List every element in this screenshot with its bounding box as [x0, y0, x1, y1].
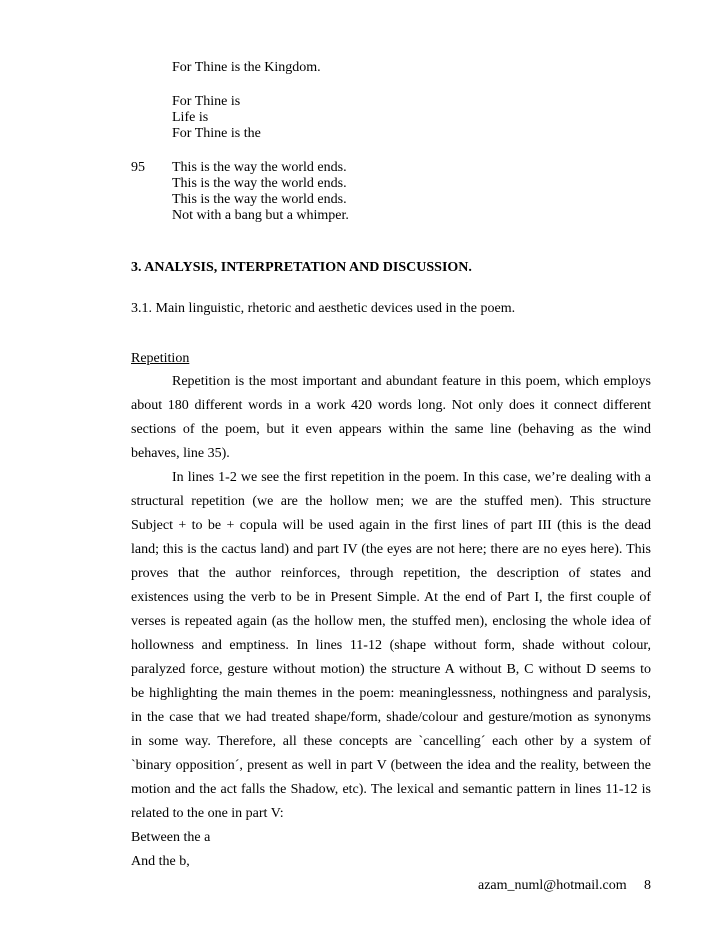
- poem-line: Life is: [172, 110, 209, 125]
- section-heading: 3. ANALYSIS, INTERPRETATION AND DISCUSSION.: [131, 260, 472, 275]
- paragraph-line: existences using the verb to be in Present Simple. At the end of Part I, the first couple of: [131, 590, 651, 605]
- topic-heading: Repetition: [131, 351, 190, 366]
- footer-email: azam_numl@hotmail.com: [478, 878, 627, 893]
- paragraph-line: behaves, line 35).: [131, 446, 230, 461]
- poem-line: Not with a bang but a whimper.: [172, 208, 349, 223]
- footer-page-number: 8: [644, 878, 651, 893]
- poem-line-number: 95: [131, 160, 145, 175]
- paragraph-line: be highlighting the main themes in the poem: meaninglessness, nothingness and paralysis,: [131, 686, 651, 701]
- subsection-heading: 3.1. Main linguistic, rhetoric and aesthetic devices used in the poem.: [131, 301, 516, 316]
- paragraph-line: Repetition is the most important and abundant feature in this poem, which employs: [172, 374, 651, 389]
- paragraph-line: motion and the act falls the Shadow, etc). The lexical and semantic pattern in lines 11-12 is: [131, 782, 651, 797]
- poem-line: For Thine is the: [172, 126, 261, 141]
- quote-line: And the b,: [131, 854, 190, 869]
- paragraph-line: related to the one in part V:: [131, 806, 284, 821]
- paragraph-line: hollowness and emptiness. In lines 11-12 (shape without form, shade without colour,: [131, 638, 651, 653]
- paragraph-line: `binary opposition´, present as well in part V (between the idea and the reality, between the: [131, 758, 651, 773]
- paragraph-line: in some way. Therefore, all these concepts are `cancelling´ each other by a system of: [131, 734, 651, 749]
- paragraph-line: paralyzed force, gesture without motion) the structure A without B, C without D seems to: [131, 662, 651, 677]
- poem-line: This is the way the world ends.: [172, 176, 347, 191]
- paragraph-line: sections of the poem, but it even appears within the same line (behaving as the wind: [131, 422, 651, 437]
- paragraph-line: proves that the author reinforces, through repetition, the description of states and: [131, 566, 651, 581]
- paragraph-line: In lines 1-2 we see the first repetition in the poem. In this case, we’re dealing with a: [172, 470, 651, 485]
- poem-line: This is the way the world ends.: [172, 192, 347, 207]
- paragraph-line: verses is repeated again (as the hollow men, the stuffed men), enclosing the whole idea of: [131, 614, 651, 629]
- paragraph-line: in the case that we had treated shape/form, shade/colour and gesture/motion as synonyms: [131, 710, 651, 725]
- paragraph-line: Subject + to be + copula will be used again in the first lines of part III (this is the dead: [131, 518, 651, 533]
- paragraph-line: structural repetition (we are the hollow men; we are the stuffed men). This structure: [131, 494, 651, 509]
- quote-line: Between the a: [131, 830, 211, 845]
- paragraph-line: about 180 different words in a work 420 words long. Not only does it connect different: [131, 398, 651, 413]
- paragraph-line: land; this is the cactus land) and part IV (the eyes are not here; there are no eyes here). This: [131, 542, 651, 557]
- poem-line: This is the way the world ends.: [172, 160, 347, 175]
- poem-line: For Thine is: [172, 94, 241, 109]
- poem-line: For Thine is the Kingdom.: [172, 60, 321, 75]
